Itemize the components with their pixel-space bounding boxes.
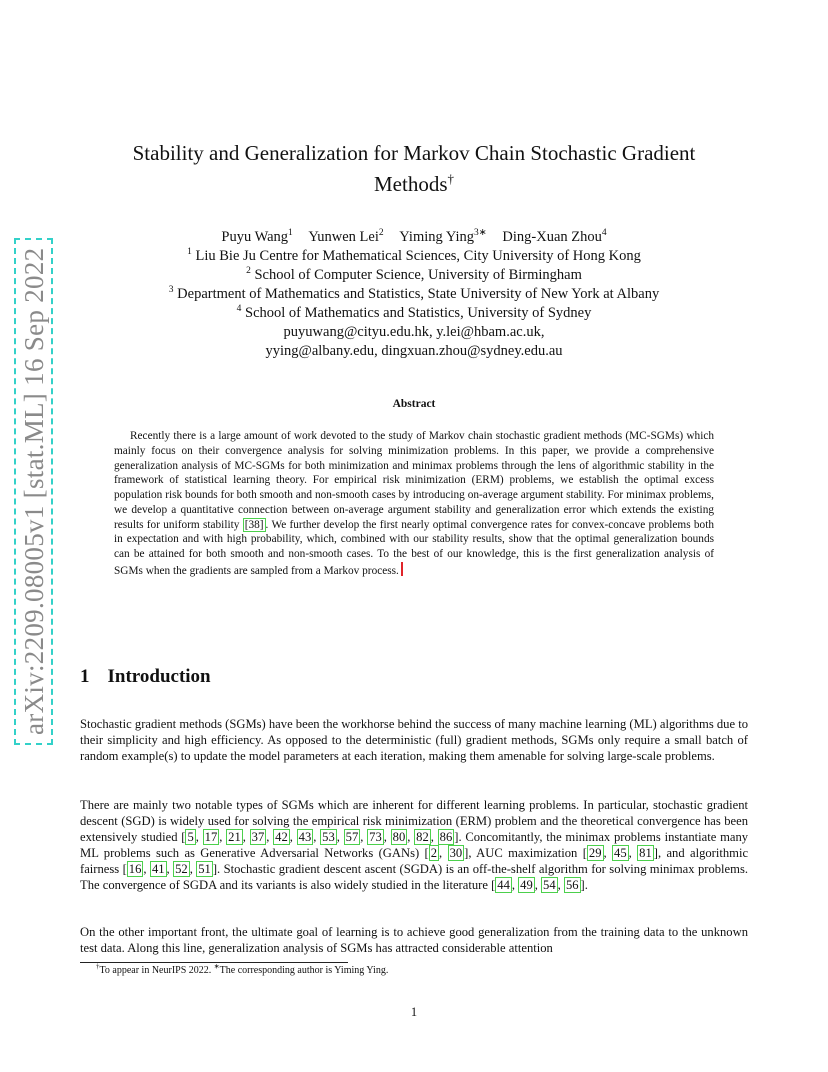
author: Ding-Xuan Zhou$^4$ xyxy=(502,228,607,245)
citation-link[interactable]: 80 xyxy=(392,830,406,844)
citation-group[interactable]: [ 5 , 17 , 21 , 37 , 42 , 43 , 53 , 57 , 73 , 80 , 82 , 86 ] xyxy=(181,830,459,844)
title-footnote-mark[interactable]: † xyxy=(447,171,454,186)
citation-link[interactable]: 86 xyxy=(439,830,453,844)
affiliation: $^4$ School of Mathematics and Statistics, University of Sydney xyxy=(236,304,592,321)
section-title: Introduction xyxy=(107,666,211,687)
paper-title xyxy=(80,138,748,200)
citation-link[interactable]: 81 xyxy=(639,846,652,860)
cursor-marker xyxy=(401,562,403,576)
citation-group[interactable]: [ 16 , 41 , 52 , 51 ] xyxy=(122,862,218,876)
abstract-heading: Abstract xyxy=(392,398,436,410)
citation-link[interactable]: 29 xyxy=(588,846,602,860)
citation-link[interactable]: 73 xyxy=(369,830,382,844)
affiliation: $^1$ Liu Bie Ju Centre for Mathematical Sciences, City University of Hong Kong xyxy=(187,247,641,264)
citation-link[interactable]: 44 xyxy=(497,878,510,892)
email-line: yying@albany.edu, dingxuan.zhou@sydney.edu.au xyxy=(265,343,563,359)
citation-link[interactable]: 49 xyxy=(520,878,533,892)
citation-link[interactable]: 16 xyxy=(128,862,142,876)
paragraph: Stochastic gradient methods (SGMs) have been the workhorse behind the success of many machine learning (ML) algorithms due to their simplicity and high efficiency. As opposed to the deterministic (full) gradient methods, SGMs only require a small batch of random example(s) to update the model parameters at each iteration, making them amenable for solving large-scale problems. xyxy=(80,717,748,763)
citation-link[interactable]: 37 xyxy=(251,830,265,844)
citation-link[interactable]: 82 xyxy=(416,830,429,844)
paragraph: On the other important front, the ultimate goal of learning is to achieve good generalization from the training data to the unknown test data. Along this line, generalization analysis of SGMs has attracted considerable attention xyxy=(80,925,748,955)
page-number: 1 xyxy=(410,1005,418,1019)
arxiv-identifier[interactable]: arXiv:2209.08005v1 [stat.ML] 16 Sep 2022 xyxy=(14,238,53,745)
citation-group[interactable]: [ 44 , 49 , 54 , 56 ] xyxy=(491,878,585,892)
citation-link[interactable]: 5 xyxy=(187,830,194,844)
affiliation: $^2$ School of Computer Science, University of Birmingham xyxy=(246,266,582,283)
author: Puyu Wang$^1$ xyxy=(221,228,293,245)
citation-link[interactable]: 30 xyxy=(449,846,463,860)
citation-link[interactable]: 21 xyxy=(228,830,241,844)
author: Yiming Ying$^{3∗}$ xyxy=(399,228,487,245)
citation-link[interactable]: [38] xyxy=(244,518,264,531)
author: Yunwen Lei$^2$ xyxy=(308,228,384,245)
citation-link[interactable]: 53 xyxy=(322,830,335,844)
section-number: 1 xyxy=(80,666,90,687)
title-line-1: Stability and Generalization for Markov Chain Stochastic Gradient xyxy=(132,141,696,165)
abstract-body: Recently there is a large amount of work devoted to the study of Markov chain stochastic gradient methods (MC-SGMs) which mainly focus on their convergence analysis for solving minimization problems. In this paper, we provide a comprehensive generalization analysis of MC-SGMs for both minimization and minimax problems through the lens of algorithmic stability in the framework of statistical learning theory. For empirical risk minimization (ERM) problems, we establish the optimal excess population risk bounds for both smooth and non-smooth cases by introducing on-average argument stability. For minimax problems, we develop a quantitative connection between on-average argument stability and generalization error which extends the existing results for uniform stability [38] . We further develop the first nearly optimal convergence rates for convex-concave problems both in expectation and with high probability, which, combined with our stability results, show that the optimal generalization bounds can be attained for both smooth and non-smooth cases. To the best of our knowledge, this is the first generalization analysis of SGMs when the gradients are sampled from a Markov process. xyxy=(114,430,714,577)
footnote: †To appear in NeurIPS 2022. ∗The corresponding author is Yiming Ying. xyxy=(96,962,389,976)
citation-link[interactable]: 41 xyxy=(151,862,165,876)
section-heading xyxy=(80,666,211,688)
citation-link[interactable]: 54 xyxy=(543,878,556,892)
author-list xyxy=(80,228,748,247)
paragraph: There are mainly two notable types of SGMs which are inherent for different learning problems. In particular, stochastic gradient descent (SGD) is widely used for solving the empirical risk minimization (ERM) problem and the theoretical convergence has been extensively studied [ 5 , 17 , 21 , 37 , 42 , 43 , 53 , 57 , 73 , 80 , 82 , 86 ]. Concomitantly, the minimax problems instantiate many ML problems such as Generative Adversarial Networks (GANs) [ 2 , 30 ], AUC maximization [ 29 , 45 , 81 ], and algorithmic fairness [ 16 , 41 , 52 , 51 ]. Stochastic gradient descent ascent (SGDA) is an off-the-shelf algorithm for solving minimax problems. The convergence of SGDA and its variants is also widely studied in the literature [ 44 , 49 , 54 , 56 ]. xyxy=(80,798,749,892)
citation-group[interactable]: [ 29 , 45 , 81 ] xyxy=(582,846,658,860)
citation-link[interactable]: 2 xyxy=(430,846,438,860)
author-block xyxy=(80,228,748,361)
citation-link[interactable]: 56 xyxy=(565,878,579,892)
citation-link[interactable]: 43 xyxy=(298,830,312,844)
citation-link[interactable]: 52 xyxy=(175,862,188,876)
citation-link[interactable]: 45 xyxy=(614,846,627,860)
email-line: puyuwang@cityu.edu.hk, y.lei@hbam.ac.uk, xyxy=(283,324,545,340)
affiliation: $^3$ Department of Mathematics and Statistics, State University of New York at Albany xyxy=(168,285,660,302)
citation-link[interactable]: 51 xyxy=(198,862,211,876)
title-line-2: Methods xyxy=(374,172,448,196)
citation-link[interactable]: 57 xyxy=(345,830,359,844)
citation-link[interactable]: 17 xyxy=(204,830,218,844)
citation-link[interactable]: 42 xyxy=(275,830,288,844)
citation-group[interactable]: [ 2 , 30 ] xyxy=(424,846,469,860)
